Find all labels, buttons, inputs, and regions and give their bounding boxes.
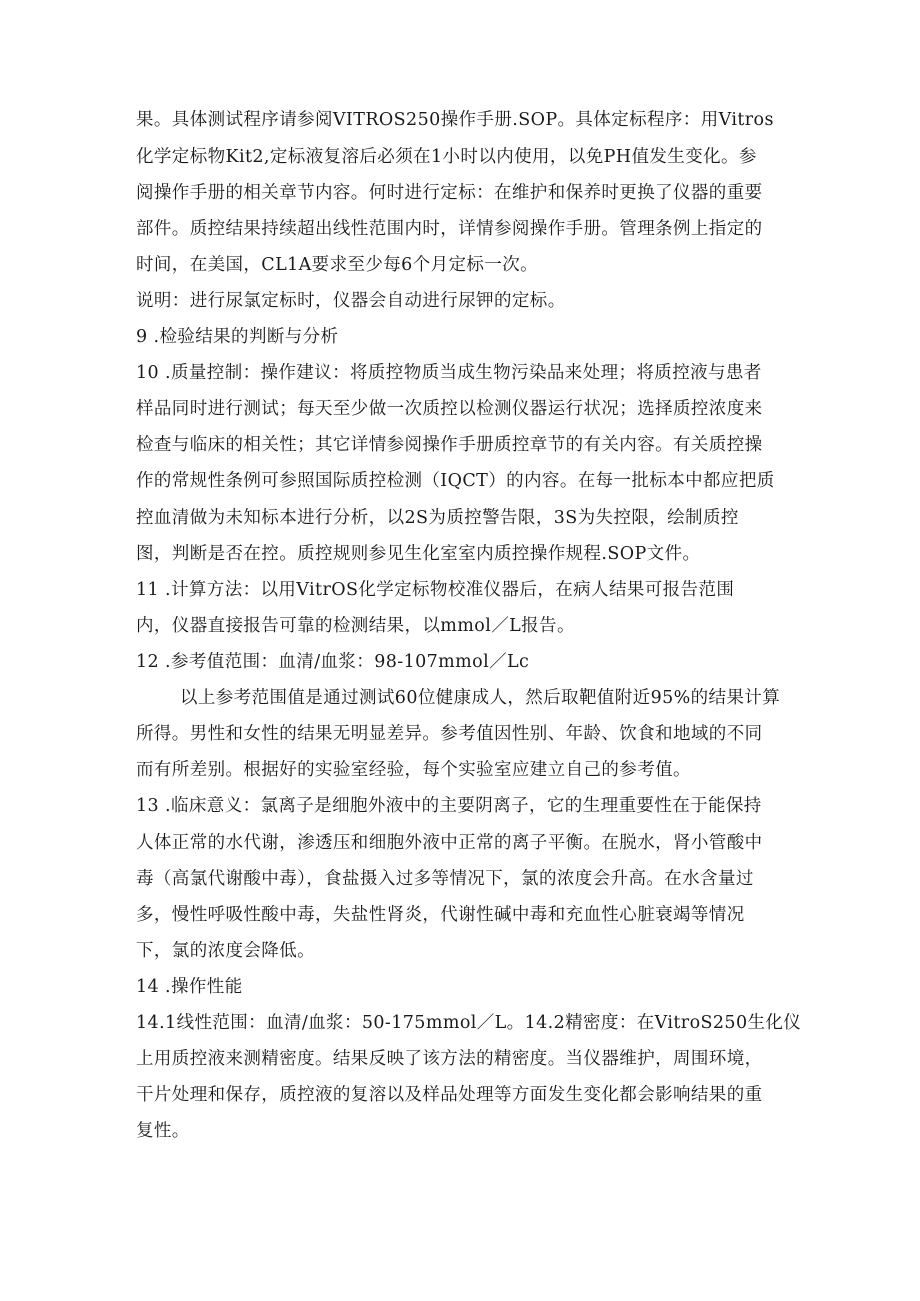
text-line: 上用质控液来测精密度。结果反映了该方法的精密度。当仪器维护，周围环境， bbox=[136, 1049, 763, 1069]
text-line: 11 .计算方法：以用VitrOS化学定标物校准仪器后，在病人结果可报告范围 bbox=[136, 580, 735, 600]
text-line: 说明：进行尿氯定标时，仪器会自动进行尿钾的定标。 bbox=[136, 291, 566, 311]
text-line: 以上参考范围值是通过测试60位健康成人，然后取靶值附近95%的结果计算 bbox=[180, 688, 781, 708]
text-line: 12 .参考值范围：血清/血浆：98-107mmol／Lc bbox=[136, 652, 530, 672]
section-heading: 9 .检验结果的判断与分析 bbox=[136, 327, 339, 347]
text-line: 14.1线性范围：血清/血浆：50-175mmol／L。14.2精密度：在VitroS250生化仪 bbox=[136, 1013, 802, 1033]
section-heading: 14 .操作性能 bbox=[136, 977, 243, 997]
text-line: 13 .临床意义：氯离子是细胞外液中的主要阴离子，它的生理重要性在于能保持 bbox=[136, 796, 762, 816]
text-line: 干片处理和保存，质控液的复溶以及样品处理等方面发生变化都会影响结果的重 bbox=[136, 1085, 763, 1105]
text-line: 控血清做为未知标本进行分析，以2S为质控警告限，3S为失控限，绘制质控 bbox=[136, 508, 739, 528]
text-line: 时间，在美国，CL1A要求至少每6个月定标一次。 bbox=[136, 255, 539, 275]
text-line: 复性。 bbox=[136, 1121, 190, 1141]
text-line: 而有所差别。根据好的实验室经验，每个实验室应建立自己的参考值。 bbox=[136, 760, 691, 780]
text-line: 阅操作手册的相关章节内容。何时进行定标：在维护和保养时更换了仪器的重要 bbox=[136, 183, 763, 203]
text-line: 作的常规性条例可参照国际质控检测（IQCT）的内容。在每一批标本中都应把质 bbox=[136, 471, 775, 491]
text-line: 毒（高氯代谢酸中毒），食盐摄入过多等情况下，氯的浓度会升高。在水含量过 bbox=[136, 869, 754, 889]
text-line: 果。具体测试程序请参阅VITROS250操作手册.SOP。具体定标程序：用Vitros bbox=[136, 110, 774, 130]
text-line: 化学定标物Kit2,定标液复溶后必须在1小时以内使用，以免PH值发生变化。参 bbox=[136, 147, 757, 167]
text-line: 内，仪器直接报告可靠的检测结果，以mmol／L报告。 bbox=[136, 616, 575, 636]
text-line: 部件。质控结果持续超出线性范围内时，详情参阅操作手册。管理条例上指定的 bbox=[136, 219, 763, 239]
text-line: 所得。男性和女性的结果无明显差异。参考值因性别、年龄、饮食和地域的不同 bbox=[136, 724, 763, 744]
text-line: 图，判断是否在控。质控规则参见生化室室内质控操作规程.SOP文件。 bbox=[136, 544, 701, 564]
text-line: 样品同时进行测试；每天至少做一次质控以检测仪器运行状况；选择质控浓度来 bbox=[136, 399, 763, 419]
text-line: 检查与临床的相关性；其它详情参阅操作手册质控章节的有关内容。有关质控操 bbox=[136, 435, 763, 455]
text-line: 10 .质量控制：操作建议：将质控物质当成生物污染品来处理；将质控液与患者 bbox=[136, 363, 762, 383]
text-line: 多，慢性呼吸性酸中毒，失盐性肾炎，代谢性碱中毒和充血性心脏衰竭等情况 bbox=[136, 905, 745, 925]
text-line: 人体正常的水代谢，渗透压和细胞外液中正常的离子平衡。在脱水，肾小管酸中 bbox=[136, 833, 763, 853]
text-line: 下，氯的浓度会降低。 bbox=[136, 941, 315, 961]
